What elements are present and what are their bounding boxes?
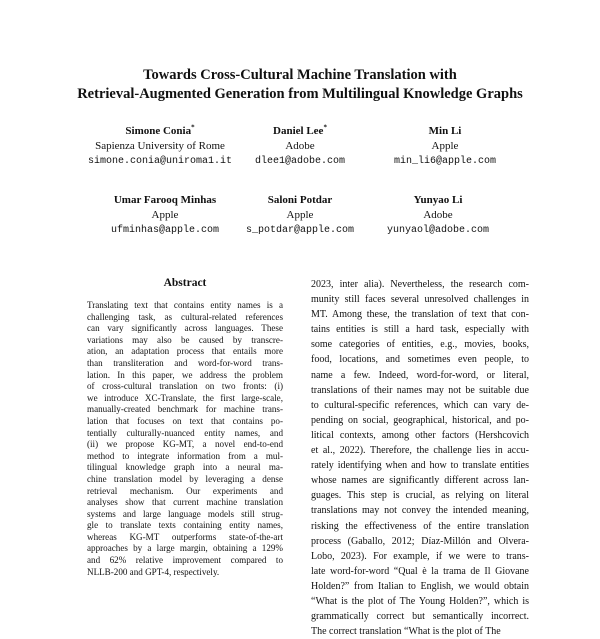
text-line: to cultural-specific references, which can vary de-: [311, 399, 529, 411]
text-line: challenging task, as cultural-related references: [87, 311, 283, 322]
author-affiliation: Apple: [151, 209, 179, 221]
author-affiliation: Apple: [431, 140, 459, 152]
text-line: risking the effectiveness of the entire translation: [311, 520, 529, 532]
text-line: and 62% relative improvement compared to: [87, 555, 283, 566]
equal-contribution-mark: *: [323, 123, 327, 132]
text-line: name a few. Indeed, word-for-word, or literal,: [311, 369, 529, 381]
author-email: yunyaol@adobe.com: [386, 225, 490, 236]
author-affiliation: Adobe: [423, 209, 453, 221]
text-line: we introduce XC-Translate, the first large-scale,: [87, 392, 283, 403]
text-line: Lobo, 2023). For example, if we were to trans-: [311, 550, 529, 562]
text-line: pending on social, geographical, historical, and po-: [311, 414, 529, 426]
author-name: Simone Conia: [125, 125, 192, 137]
text-line: Holden?” from Italian to English, we would obtain: [311, 580, 529, 592]
text-line: than transliteration and word-for-word trans-: [87, 357, 283, 368]
author-affiliation: Sapienza University of Rome: [95, 140, 225, 152]
author-name: Daniel Lee: [273, 125, 324, 137]
abstract-body: [87, 300, 283, 578]
text-line: of cross-cultural translation on two fronts: (i): [87, 381, 283, 392]
intro-body-column: [311, 277, 529, 639]
author-affiliation: Apple: [286, 209, 314, 221]
text-line: guages. This step is crucial, as relying on literal: [311, 490, 529, 502]
text-line: MT. Among these, the translation of text that con-: [311, 309, 529, 321]
equal-contribution-mark: *: [191, 123, 195, 132]
author-block: [345, 124, 545, 169]
text-line: grammatically correct but semantically incorrect.: [311, 611, 529, 623]
author-name: Umar Farooq Minhas: [113, 194, 217, 206]
text-line: munity still faces several unresolved challenges in: [311, 294, 529, 306]
text-line: method to integrate information from a mul-: [87, 450, 283, 461]
text-line: et al., 2022). Therefore, the challenge lies in accu-: [311, 445, 529, 457]
author-name: Yunyao Li: [413, 194, 463, 206]
text-line: lation that focuses on text that contains po-: [87, 415, 283, 426]
text-line: Translating text that contains entity names is a: [87, 300, 283, 310]
text-line: tilingual knowledge graph into a neural ma-: [87, 462, 283, 473]
text-line: variations may also be caused by transcre-: [87, 334, 283, 345]
text-line: lation. In this paper, we address the problem: [87, 369, 283, 380]
text-line: (ii) we propose KG-MT, a novel end-to-end: [87, 439, 283, 450]
text-line: translations of their names may not be suitable due: [311, 384, 529, 396]
text-line: process (Gaballo, 2012; Díaz-Millón and Olvera-: [311, 535, 529, 547]
author-email: dlee1@adobe.com: [254, 156, 345, 167]
text-line: food, locations, and sometimes even people, to: [311, 354, 529, 366]
text-line: chine translation model by leveraging a dense: [87, 473, 283, 484]
text-line: late word-for-word “Qual è la trama de Il Giovane: [311, 565, 529, 577]
text-line: tentially culturally-nuanced entity names, and: [87, 427, 283, 438]
text-line: approaches by a large margin, obtaining a 129%: [87, 543, 283, 554]
text-line: systems and large language models still strug-: [87, 508, 283, 519]
author-email: min_li6@apple.com: [393, 156, 497, 167]
title-line: Towards Cross-Cultural Machine Translation with: [143, 67, 457, 83]
text-line: 2023, inter alia). Nevertheless, the research com-: [311, 279, 529, 290]
text-line: manually-created benchmark for machine trans-: [87, 404, 283, 415]
text-line: tains entities is still a hard task, especially with: [311, 324, 529, 336]
author-affiliation: Adobe: [285, 140, 315, 152]
text-line: litical contexts, among other factors (Hershcovich: [311, 429, 529, 441]
title-line: Retrieval-Augmented Generation from Multilingual Knowledge Graphs: [77, 86, 523, 102]
text-line: gle to translate texts containing entity names,: [87, 520, 283, 531]
text-line: ation, an adaptation process that entails more: [87, 346, 283, 357]
author-name: Saloni Potdar: [267, 194, 333, 206]
author-email: simone.conia@uniroma1.it: [87, 156, 233, 167]
text-line: whose names are significantly different across lan-: [311, 475, 529, 487]
text-line: The correct translation “What is the plot of The: [311, 626, 501, 638]
author-block: [338, 193, 538, 238]
text-line: rately identifying when and how to translate entities: [311, 460, 529, 472]
abstract-heading: Abstract: [163, 277, 207, 289]
text-line: analyses show that current machine translation: [87, 497, 283, 508]
text-line: some categories of entities, e.g., movies, books,: [311, 339, 529, 351]
author-email: ufminhas@apple.com: [110, 225, 220, 236]
author-name: Min Li: [428, 125, 462, 137]
text-line: “What is the plot of The Young Holden?”, which is: [311, 595, 529, 607]
paper-title: [0, 66, 600, 104]
text-line: whereas KG-MT outperforms state-of-the-art: [87, 531, 283, 542]
text-line: can vary significantly across languages. These: [87, 323, 283, 334]
text-line: translations may not convey the intended meaning,: [311, 505, 529, 517]
text-line: retrieval mechanism. Our experiments and: [87, 485, 283, 496]
text-line: NLLB-200 and GPT-4, respectively.: [87, 566, 220, 577]
author-email: s_potdar@apple.com: [245, 225, 355, 236]
